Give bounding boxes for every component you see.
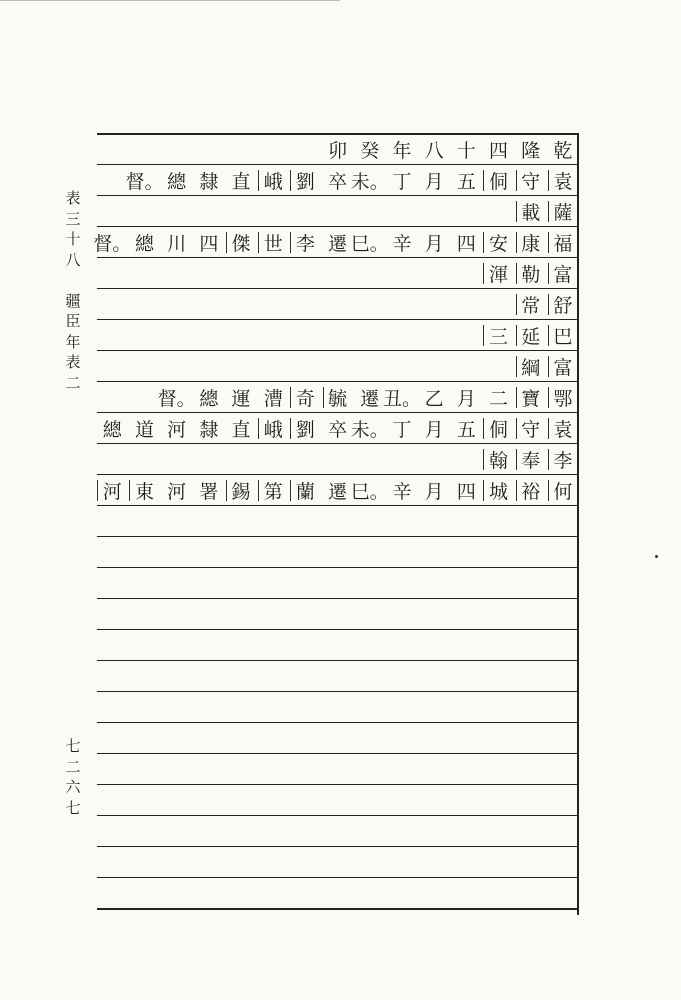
row-text <box>322 134 580 165</box>
text-char: 直 <box>231 171 251 193</box>
row-text <box>515 289 579 320</box>
name-char: 康 <box>515 227 547 258</box>
row-text <box>157 382 579 413</box>
name-char: 載 <box>515 196 547 227</box>
chronological-table <box>93 133 579 915</box>
name-char: 裕 <box>515 475 547 506</box>
text-char: 川 <box>167 233 187 255</box>
table-row <box>93 227 579 258</box>
row-text <box>482 444 579 475</box>
text-char: 遷 <box>328 481 348 503</box>
table-row <box>97 413 579 444</box>
text-char: 十 <box>456 140 476 162</box>
text-char: 總 <box>134 233 154 255</box>
margin-char: 年 <box>65 332 81 351</box>
text-char: 四 <box>456 481 476 503</box>
text-char: 督。 <box>125 171 164 193</box>
margin-char: 八 <box>65 250 81 269</box>
text-char: 卒 <box>328 419 348 441</box>
margin-char: 三 <box>65 209 81 228</box>
table-row <box>97 320 579 351</box>
text-char: 漕 <box>263 388 283 410</box>
text-char: 未。 <box>350 419 389 441</box>
table-rule <box>97 815 579 816</box>
margin-char: 表 <box>65 353 81 371</box>
text-char: 巳。 <box>350 233 389 255</box>
text-char: 河 <box>167 419 187 441</box>
text-char: 四 <box>456 233 476 255</box>
name-char: 奉 <box>515 444 547 475</box>
name-char: 東 <box>128 475 160 506</box>
name-char: 福 <box>547 227 579 258</box>
top-edge-rule <box>0 0 340 1</box>
text-char: 丁 <box>392 419 412 441</box>
table-row <box>97 382 579 413</box>
table-rule <box>97 691 579 692</box>
table-rule <box>97 722 579 723</box>
page-number <box>63 736 83 818</box>
name-char: 劉 <box>289 165 321 196</box>
name-char: 延 <box>515 320 547 351</box>
table-row <box>97 165 579 196</box>
table-rule <box>97 536 579 537</box>
row-text <box>515 351 579 382</box>
text-char: 四 <box>489 140 509 162</box>
table-rule <box>97 567 579 568</box>
text-char: 四 <box>199 233 219 255</box>
table-rule <box>97 629 579 630</box>
name-char: 峨 <box>257 413 289 444</box>
text-char: 道 <box>134 419 154 441</box>
text-char: 辛 <box>392 233 412 255</box>
row-text <box>482 258 579 289</box>
text-char: 署 <box>199 481 219 503</box>
name-char: 鄂 <box>547 382 579 413</box>
margin-char: 表 <box>65 189 81 207</box>
name-char: 世 <box>257 227 289 258</box>
text-char: 隸 <box>199 171 219 193</box>
text-char: 直 <box>231 419 251 441</box>
text-char: 隆 <box>521 140 541 162</box>
name-char: 峨 <box>257 165 289 196</box>
name-char: 富 <box>547 258 579 289</box>
text-char: 丑。 <box>382 388 421 410</box>
text-char: 乾 <box>553 140 573 162</box>
name-char: 侗 <box>482 165 514 196</box>
text-char: 月 <box>424 481 444 503</box>
name-char: 舒 <box>547 289 579 320</box>
name-char: 常 <box>515 289 547 320</box>
text-char: 總 <box>102 419 122 441</box>
table-row <box>97 444 579 475</box>
margin-char: 十 <box>65 230 81 248</box>
text-char: 隸 <box>199 419 219 441</box>
table-rule <box>97 908 579 910</box>
text-char: 五 <box>456 419 476 441</box>
name-char: 巴 <box>547 320 579 351</box>
name-char: 毓 <box>322 382 354 413</box>
text-char: 遷 <box>328 233 348 255</box>
name-char: 薩 <box>547 196 579 227</box>
row-text <box>96 475 579 506</box>
name-char: 翰 <box>482 444 514 475</box>
table-row <box>97 289 579 320</box>
margin-char: 二 <box>65 757 81 776</box>
text-char: 督。 <box>93 233 132 255</box>
text-char: 月 <box>424 419 444 441</box>
margin-char: 六 <box>65 778 81 796</box>
text-char: 卒 <box>328 171 348 193</box>
table-row <box>97 351 579 382</box>
text-char: 未。 <box>350 171 389 193</box>
row-text <box>93 227 579 258</box>
text-char: 月 <box>456 388 476 410</box>
row-text <box>125 165 579 196</box>
text-char: 年 <box>392 140 412 162</box>
margin-char: 七 <box>65 737 81 755</box>
name-char: 侗 <box>482 413 514 444</box>
text-char: 丁 <box>392 171 412 193</box>
speck-mark <box>655 555 658 558</box>
name-char: 蘭 <box>289 475 321 506</box>
name-char: 守 <box>515 413 547 444</box>
name-char: 勒 <box>515 258 547 289</box>
text-char: 辛 <box>392 481 412 503</box>
row-text <box>515 196 579 227</box>
name-char: 富 <box>547 351 579 382</box>
table-rule <box>97 753 579 754</box>
table-row <box>97 475 579 506</box>
text-char: 遷 <box>360 388 380 410</box>
table-row <box>97 134 579 165</box>
name-char: 錫 <box>225 475 257 506</box>
text-char: 卯 <box>328 140 348 162</box>
row-text <box>482 320 579 351</box>
text-char: 巳。 <box>350 481 389 503</box>
table-rule <box>97 784 579 785</box>
name-char: 奇 <box>289 382 321 413</box>
name-char: 袁 <box>547 413 579 444</box>
name-char: 三 <box>482 320 514 351</box>
table-rule <box>97 598 579 599</box>
name-char: 綱 <box>515 351 547 382</box>
text-char: 總 <box>199 388 219 410</box>
name-char: 袁 <box>547 165 579 196</box>
margin-char: 二 <box>65 373 81 392</box>
text-char: 月 <box>424 171 444 193</box>
table-row <box>97 196 579 227</box>
name-char: 何 <box>547 475 579 506</box>
text-char: 二 <box>489 388 509 410</box>
margin-char: 疆 <box>65 291 81 310</box>
name-char: 第 <box>257 475 289 506</box>
text-char: 月 <box>424 233 444 255</box>
name-char: 李 <box>547 444 579 475</box>
margin-header <box>63 188 83 393</box>
name-char: 寶 <box>515 382 547 413</box>
name-char: 傑 <box>225 227 257 258</box>
name-char: 守 <box>515 165 547 196</box>
table-rule <box>97 877 579 878</box>
name-char: 李 <box>289 227 321 258</box>
text-char: 癸 <box>360 140 380 162</box>
name-char: 渾 <box>482 258 514 289</box>
text-char: 河 <box>167 481 187 503</box>
table-rule <box>97 846 579 847</box>
text-char: 乙 <box>424 388 444 410</box>
name-char: 劉 <box>289 413 321 444</box>
name-char: 安 <box>482 227 514 258</box>
text-char: 總 <box>167 171 187 193</box>
text-char: 運 <box>231 388 251 410</box>
name-char: 河 <box>96 475 128 506</box>
margin-char: 臣 <box>65 312 81 330</box>
table-rule <box>97 660 579 661</box>
margin-char: 七 <box>65 798 81 817</box>
text-char: 督。 <box>157 388 196 410</box>
row-text <box>96 413 579 444</box>
text-char: 八 <box>424 140 444 162</box>
text-char: 五 <box>456 171 476 193</box>
name-char: 城 <box>482 475 514 506</box>
table-row <box>97 258 579 289</box>
